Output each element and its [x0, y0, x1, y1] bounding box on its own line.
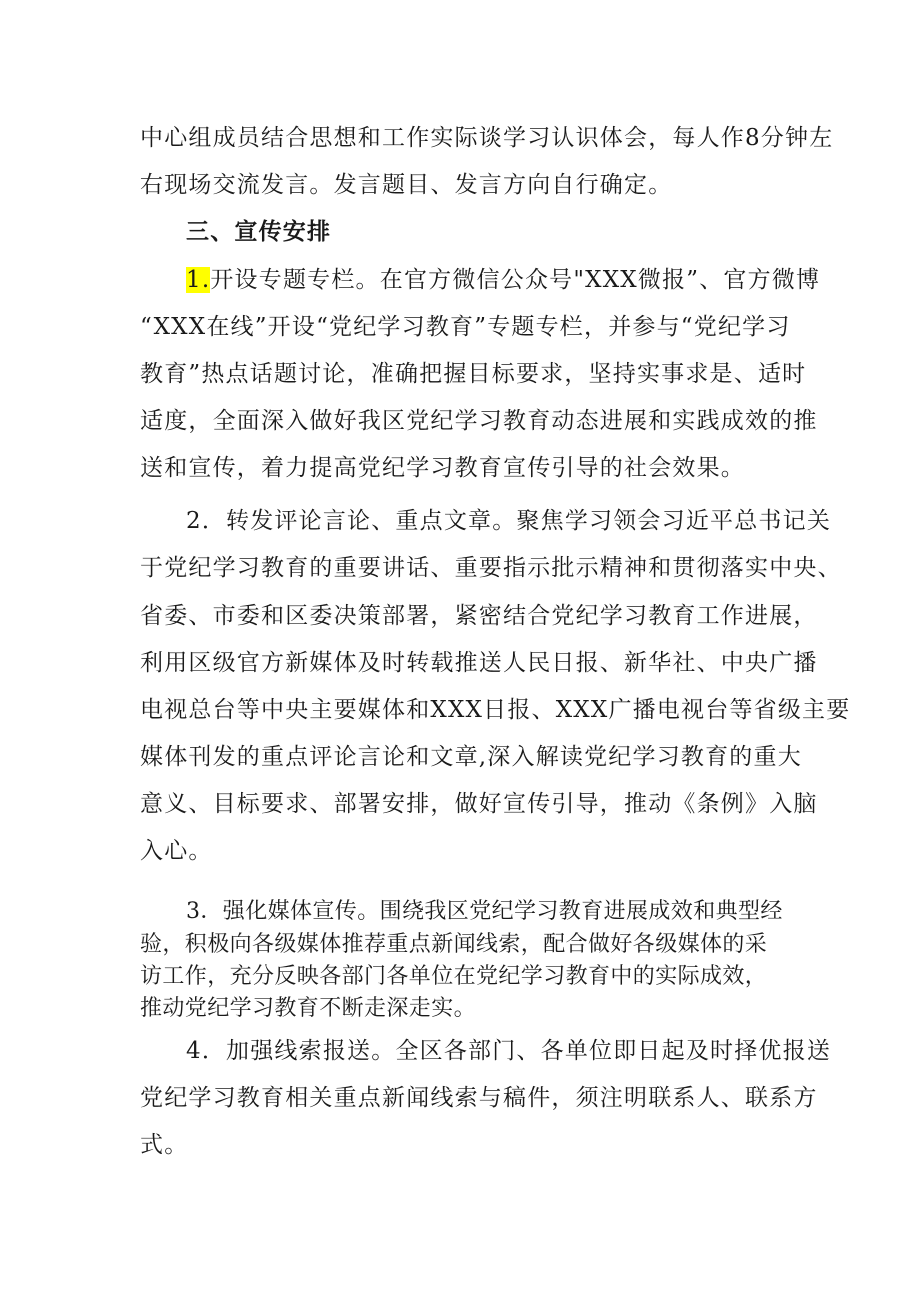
item2-line-8: 入心。 — [140, 838, 213, 864]
item2-line-1: 2．转发评论言论、重点文章。聚焦学习领会习近平总书记关 — [186, 508, 832, 534]
item3-line-3: 访工作，充分反映各部门各单位在党纪学习教育中的实际成效， — [140, 964, 768, 989]
item2-line-7: 意义、目标要求、部署安排，做好宣传引导，推动《条例》入脑 — [140, 791, 818, 817]
item1-line-1 — [0, 265, 920, 295]
item1-line-4: 适度，全面深入做好我区党纪学习教育动态进展和实践成效的推 — [140, 408, 818, 434]
item2-line-2: 于党纪学习教育的重要讲话、重要指示批示精神和贯彻落实中央、 — [140, 555, 842, 581]
item1-line-1-text: 开设专题专栏。在官方微信公众号"XXX微报”、官方微博 — [210, 267, 821, 293]
item3-line-4: 推动党纪学习教育不断走深走实。 — [140, 996, 477, 1021]
item3-line-1: 3．强化媒体宣传。围绕我区党纪学习教育进展成效和典型经 — [186, 899, 783, 924]
section-heading: 三、宣传安排 — [186, 218, 332, 245]
item4-line-2: 党纪学习教育相关重点新闻线索与稿件，须注明联系人、联系方 — [140, 1085, 818, 1111]
item2-line-4: 利用区级官方新媒体及时转载推送人民日报、新华社、中央广播 — [140, 650, 818, 676]
item4-line-1: 4．加强线索报送。全区各部门、各单位即日起及时择优报送 — [186, 1038, 832, 1064]
intro-line-1: 中心组成员结合思想和工作实际谈学习认识体会，每人作8分钟左 — [140, 125, 834, 151]
item2-line-5: 电视总台等中央主要媒体和XXX日报、XXX广播电视台等省级主要 — [140, 697, 851, 723]
item4-line-3: 式。 — [140, 1132, 189, 1158]
item1-line-3: 教育”热点话题讨论，准确把握目标要求，坚持实事求是、适时 — [140, 361, 807, 387]
intro-line-2: 右现场交流发言。发言题目、发言方向自行确定。 — [140, 172, 673, 198]
item3-line-2: 验，积极向各级媒体推荐重点新闻线索，配合做好各级媒体的采 — [140, 932, 768, 957]
item1-line-2: “XXX在线”开设“党纪学习教育”专题专栏，并参与“党纪学习 — [140, 314, 791, 340]
item1-line-5: 送和宣传，着力提高党纪学习教育宣传引导的社会效果。 — [140, 455, 745, 481]
highlighted-number: 1. — [186, 267, 211, 293]
item2-line-6: 媒体刊发的重点评论言论和文章,深入解读党纪学习教育的重大 — [140, 744, 802, 770]
item2-line-3: 省委、市委和区委决策部署，紧密结合党纪学习教育工作进展， — [140, 603, 818, 629]
